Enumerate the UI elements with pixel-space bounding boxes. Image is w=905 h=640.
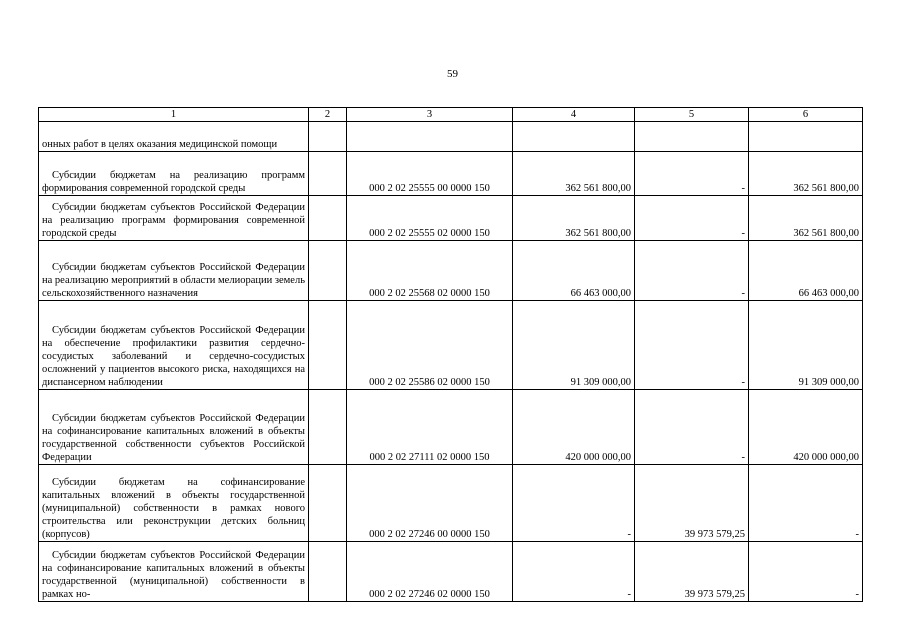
row-code (347, 122, 513, 152)
row-col6: 362 561 800,00 (749, 196, 863, 241)
table-row (39, 152, 863, 196)
row-col5: - (635, 196, 749, 241)
row-description: онных работ в целях оказания медицинской помощи (39, 122, 309, 152)
row-description: Субсидии бюджетам субъектов Российской Федерации на софинансирование капитальных вложений в объекты государственной собственности субъектов Российской Федерации (39, 390, 309, 465)
table-row (39, 465, 863, 542)
row-code: 000 2 02 27246 00 0000 150 (347, 465, 513, 542)
row-col4: 91 309 000,00 (513, 301, 635, 390)
row-col5: - (635, 301, 749, 390)
row-col4: - (513, 542, 635, 602)
row-description: Субсидии бюджетам на реализацию программ формирования современной городской среды (39, 152, 309, 196)
header-row (39, 108, 863, 122)
row-col6: - (749, 542, 863, 602)
row-description: Субсидии бюджетам субъектов Российской Федерации на обеспечение профилактики развития сердечно-сосудистых заболеваний и сердечно-сосудистых осложнений у пациентов высокого риска, находящихся на диспансерном наблюдении (39, 301, 309, 390)
row-col4 (513, 122, 635, 152)
row-description: Субсидии бюджетам на софинансирование капитальных вложений в объекты государственной (муниципальной) собственности в рамках нового строительства или реконструкции детских больниц (корпусов) (39, 465, 309, 542)
row-col4: 420 000 000,00 (513, 390, 635, 465)
row-col2 (309, 465, 347, 542)
row-col6: - (749, 465, 863, 542)
row-col2 (309, 196, 347, 241)
row-col6: 66 463 000,00 (749, 241, 863, 301)
header-cell-5: 5 (635, 108, 749, 122)
header-cell-6: 6 (749, 108, 863, 122)
row-col2 (309, 542, 347, 602)
row-col6: 91 309 000,00 (749, 301, 863, 390)
row-code: 000 2 02 25555 00 0000 150 (347, 152, 513, 196)
row-col2 (309, 301, 347, 390)
row-col5: 39 973 579,25 (635, 465, 749, 542)
row-code: 000 2 02 25568 02 0000 150 (347, 241, 513, 301)
row-description: Субсидии бюджетам субъектов Российской Федерации на реализацию программ формирования современной городской среды (39, 196, 309, 241)
row-description: Субсидии бюджетам субъектов Российской Федерации на софинансирование капитальных вложений в объекты государственной (муниципальной) собственности в рамках но- (39, 542, 309, 602)
row-code: 000 2 02 25555 02 0000 150 (347, 196, 513, 241)
row-col5: - (635, 390, 749, 465)
row-col2 (309, 122, 347, 152)
budget-table (38, 107, 863, 602)
table-row (39, 122, 863, 152)
header-cell-2: 2 (309, 108, 347, 122)
row-col6: 420 000 000,00 (749, 390, 863, 465)
row-col6 (749, 122, 863, 152)
row-col4: 362 561 800,00 (513, 196, 635, 241)
table-row (39, 241, 863, 301)
page-number: 59 (447, 68, 458, 80)
row-col2 (309, 241, 347, 301)
row-col2 (309, 152, 347, 196)
table-row (39, 196, 863, 241)
table-body (39, 108, 863, 602)
table-row (39, 390, 863, 465)
row-col4: 362 561 800,00 (513, 152, 635, 196)
row-code: 000 2 02 25586 02 0000 150 (347, 301, 513, 390)
row-col5: - (635, 241, 749, 301)
row-col4: 66 463 000,00 (513, 241, 635, 301)
table-row (39, 301, 863, 390)
row-col5: 39 973 579,25 (635, 542, 749, 602)
header-cell-4: 4 (513, 108, 635, 122)
header-cell-3: 3 (347, 108, 513, 122)
row-col5 (635, 122, 749, 152)
row-description: Субсидии бюджетам субъектов Российской Федерации на реализацию мероприятий в области мелиорации земель сельскохозяйственного назначения (39, 241, 309, 301)
table-row (39, 542, 863, 602)
row-col2 (309, 390, 347, 465)
row-col6: 362 561 800,00 (749, 152, 863, 196)
row-col5: - (635, 152, 749, 196)
row-col4: - (513, 465, 635, 542)
row-code: 000 2 02 27111 02 0000 150 (347, 390, 513, 465)
header-cell-1: 1 (39, 108, 309, 122)
row-code: 000 2 02 27246 02 0000 150 (347, 542, 513, 602)
